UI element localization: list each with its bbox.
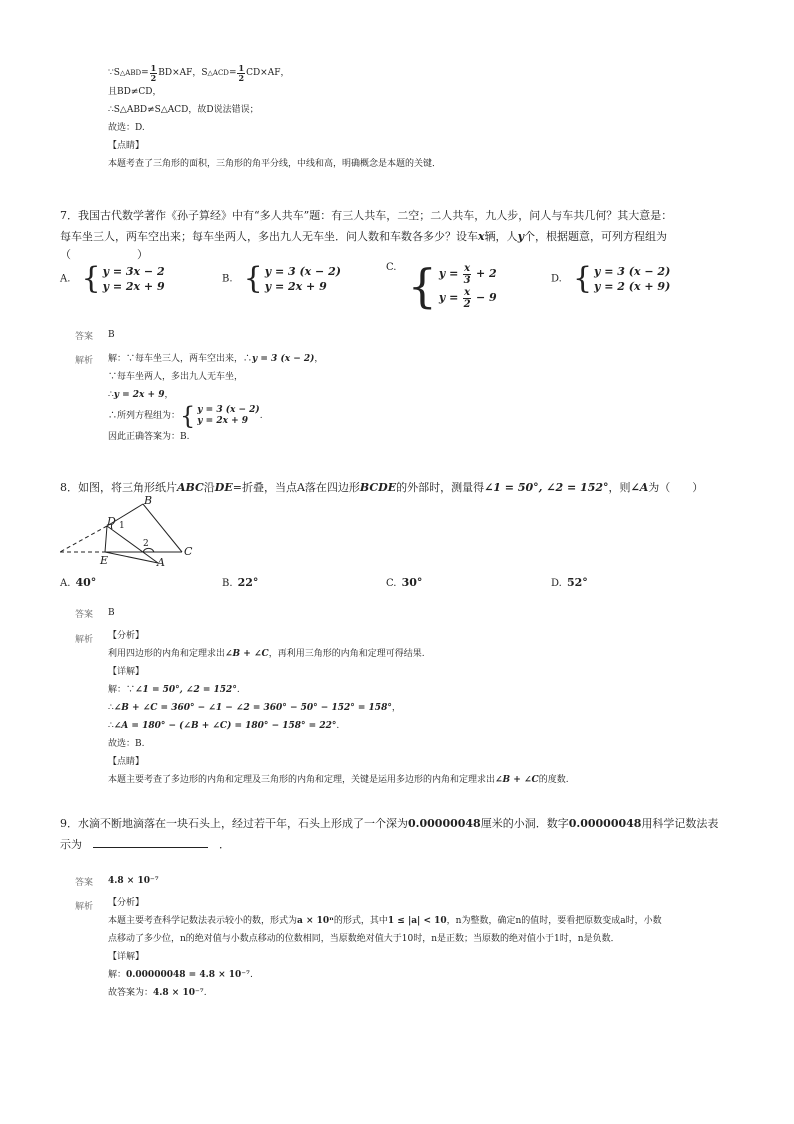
q8-answer: B [108, 608, 115, 618]
q8-answer-label: 答案 [75, 610, 94, 620]
q7-analysis-label: 解析 [75, 356, 94, 366]
answer-blank[interactable] [93, 835, 208, 848]
q7-analysis: 解：∵每车坐三人，两车空出来，∴y = 3 (x − 2)， ∵每车坐两人，多出九人无车坐， ∴y = 2x + 9， ∴所列方程组为： { y = 3 (x − 2) y = 2x + 9 . 因此正确答案为：B. [108, 354, 324, 442]
label-b: B [144, 495, 153, 507]
q7-stem: 7．我国古代数学著作《孙子算经》中有“多人共车”题：有三人共车，二空；二人共车，九人步，问人与车共几何？其大意是： 每车坐三人，两车空出来；每车坐两人，多出九人无车坐．问人数和车数各多少？设车x辆，人y个，根据题意，可列方程组为 （ ） [60, 209, 673, 261]
q6-line1: ∵S △ABD = $\frac{1}{2}$ BD×AF，S △ACD = $\frac{1}{2}$ CD×AF， [108, 62, 290, 83]
q8-option-c[interactable]: C. 30° [386, 576, 423, 589]
q8-analysis: 【分析】 利用四边形的内角和定理求出∠B + ∠C，再利用三角形的内角和定理可得结果. 【详解】 解：∵∠1 = 50°, ∠2 = 152°. ∴∠B + ∠C = 360° − ∠1 − ∠2 = 360° − 50° − 152° = 158°， ∴∠A = 180° − (∠B + ∠C) = 180° − 158° = 22°. 故选：B. 【点睛】 本题主要考查了多边形的内角和定理及三角形的内角和定理，关键是运用多边形的内角和定理求出∠B + ∠C的度数. [108, 631, 569, 785]
label-angle-2: 2 [143, 539, 149, 549]
q9-analysis: 【分析】 本题主要考查科学记数法表示较小的数，形式为a × 10ⁿ的形式，其中1 ≤ |a| < 10，n为整数，确定n的值时，要看把原数变成a时，小数 点移动了多少位，n的绝对值与小数点移动的位数相同，当原数绝对值大于10时，n是正数；当原数的绝对值小于1时，n是负数． 【详解】 解：0.00000048 = 4.8 × 10⁻⁷. 故答案为：4.8 × 10⁻⁷. [108, 898, 662, 998]
label-a: A [157, 556, 165, 567]
q8-figure [55, 495, 205, 567]
q9-answer-label: 答案 [75, 878, 94, 888]
q8-option-b[interactable]: B. 22° [222, 576, 259, 589]
q7-option-a[interactable]: A. { y = 3x − 2 y = 2x + 9 [60, 261, 165, 296]
q9-analysis-label: 解析 [75, 902, 94, 912]
segment-bc [143, 504, 182, 552]
q9-stem: 9．水滴不断地滴落在一块石头上，经过若干年，石头上形成了一个深为0.00000048厘米的小洞．数字0.00000048用科学记数法表 示为 ． [60, 817, 719, 851]
fraction: $\frac{1}{2}$ [150, 62, 157, 83]
q6-line3: ∴S△ABD≠S△ACD，故D说法错误； [108, 105, 259, 115]
q8-option-a[interactable]: A. 40° [60, 576, 97, 589]
label-d: D [107, 515, 116, 528]
q7-option-d[interactable]: D. { y = 3 (x − 2) y = 2 (x + 9) [551, 261, 671, 296]
segment-de [105, 526, 107, 552]
fraction: $\frac{1}{2}$ [238, 62, 245, 83]
q6-line2: 且BD≠CD， [108, 87, 162, 97]
q6-line5: 【点睛】 [108, 141, 145, 151]
dashed-da-prime [60, 526, 107, 552]
label-c: C [184, 545, 193, 558]
q8-stem: 8．如图，将三角形纸片ABC沿DE=折叠，当点A落在四边形BCDE的外部时，测量得∠1 = 50°, ∠2 = 152°，则∠A为（ ） [60, 481, 704, 494]
q8-analysis-label: 解析 [75, 635, 94, 645]
q8-option-d[interactable]: D. 52° [551, 576, 588, 589]
q6-line4: 故选：D. [108, 123, 145, 133]
q7-answer: B [108, 330, 115, 340]
label-e: E [100, 554, 109, 567]
q7-option-b[interactable]: B. { y = 3 (x − 2) y = 2x + 9 [222, 261, 341, 296]
label-angle-1: 1 [119, 521, 125, 531]
q6-line6: 本题考查了三角形的面积，三角形的角平分线，中线和高，明确概念是本题的关键． [108, 159, 442, 169]
q9-answer: 4.8 × 10⁻⁷ [108, 876, 159, 886]
q6-tail [108, 63, 441, 173]
q7-option-c[interactable]: $^{C.}$ { y = $\frac{x}{3}$ + 2 y = $\frac{x}{2}$ − 9 [386, 259, 497, 313]
q7-answer-label: 答案 [75, 332, 94, 342]
